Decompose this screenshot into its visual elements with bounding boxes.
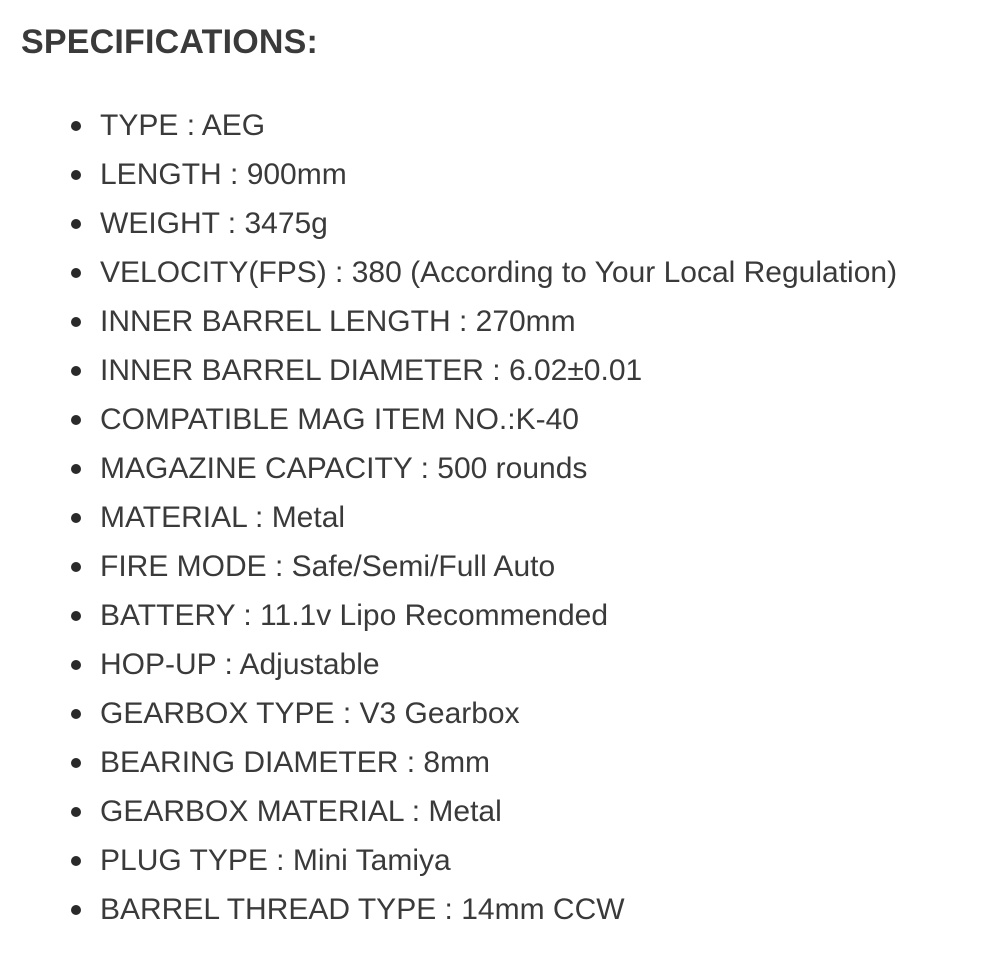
spec-text: GEARBOX MATERIAL : Metal (100, 795, 502, 828)
bullet-icon (71, 317, 81, 327)
spec-text: INNER BARREL DIAMETER : 6.02±0.01 (100, 354, 643, 387)
bullet-icon (71, 905, 81, 915)
spec-list (0, 101, 897, 934)
spec-item-velocity (0, 248, 897, 297)
spec-item-plug-type (0, 836, 897, 885)
bullet-icon (71, 415, 81, 425)
bullet-icon (71, 219, 81, 229)
spec-item-weight (0, 199, 897, 248)
bullet-icon (71, 268, 81, 278)
bullet-icon (71, 513, 81, 523)
spec-text: HOP-UP : Adjustable (100, 648, 380, 681)
spec-text: INNER BARREL LENGTH : 270mm (100, 305, 576, 338)
spec-text: LENGTH : 900mm (100, 158, 347, 191)
spec-text: MATERIAL : Metal (100, 501, 346, 534)
bullet-icon (71, 366, 81, 376)
spec-item-inner-barrel-length (0, 297, 897, 346)
spec-text: TYPE : AEG (100, 109, 266, 142)
bullet-icon (71, 611, 81, 621)
bullet-icon (71, 709, 81, 719)
bullet-icon (71, 758, 81, 768)
bullet-icon (71, 856, 81, 866)
bullet-icon (71, 170, 81, 180)
bullet-icon (71, 464, 81, 474)
spec-item-hop-up (0, 640, 897, 689)
spec-item-compatible-mag (0, 395, 897, 444)
page-title: SPECIFICATIONS: (21, 23, 319, 61)
spec-item-length (0, 150, 897, 199)
spec-text: BEARING DIAMETER : 8mm (100, 746, 491, 779)
spec-text: BATTERY : 11.1v Lipo Recommended (100, 599, 609, 632)
spec-text: PLUG TYPE : Mini Tamiya (100, 844, 451, 877)
bullet-icon (71, 660, 81, 670)
bullet-icon (71, 121, 81, 131)
bullet-icon (71, 807, 81, 817)
spec-item-material (0, 493, 897, 542)
spec-item-gearbox-material (0, 787, 897, 836)
bullet-icon (71, 562, 81, 572)
spec-text: GEARBOX TYPE : V3 Gearbox (100, 697, 520, 730)
spec-item-gearbox-type (0, 689, 897, 738)
spec-item-barrel-thread-type (0, 885, 897, 934)
spec-text: MAGAZINE CAPACITY : 500 rounds (100, 452, 588, 485)
spec-item-magazine-capacity (0, 444, 897, 493)
spec-item-fire-mode (0, 542, 897, 591)
spec-item-bearing-diameter (0, 738, 897, 787)
spec-text: VELOCITY(FPS) : 380 (According to Your Local Regulation) (100, 256, 898, 289)
spec-item-type (0, 101, 897, 150)
spec-item-inner-barrel-diameter (0, 346, 897, 395)
spec-text: WEIGHT : 3475g (100, 207, 328, 240)
spec-text: COMPATIBLE MAG ITEM NO.:K-40 (100, 403, 579, 436)
spec-text: FIRE MODE : Safe/Semi/Full Auto (100, 550, 556, 583)
spec-item-battery (0, 591, 897, 640)
spec-text: BARREL THREAD TYPE : 14mm CCW (100, 893, 625, 926)
